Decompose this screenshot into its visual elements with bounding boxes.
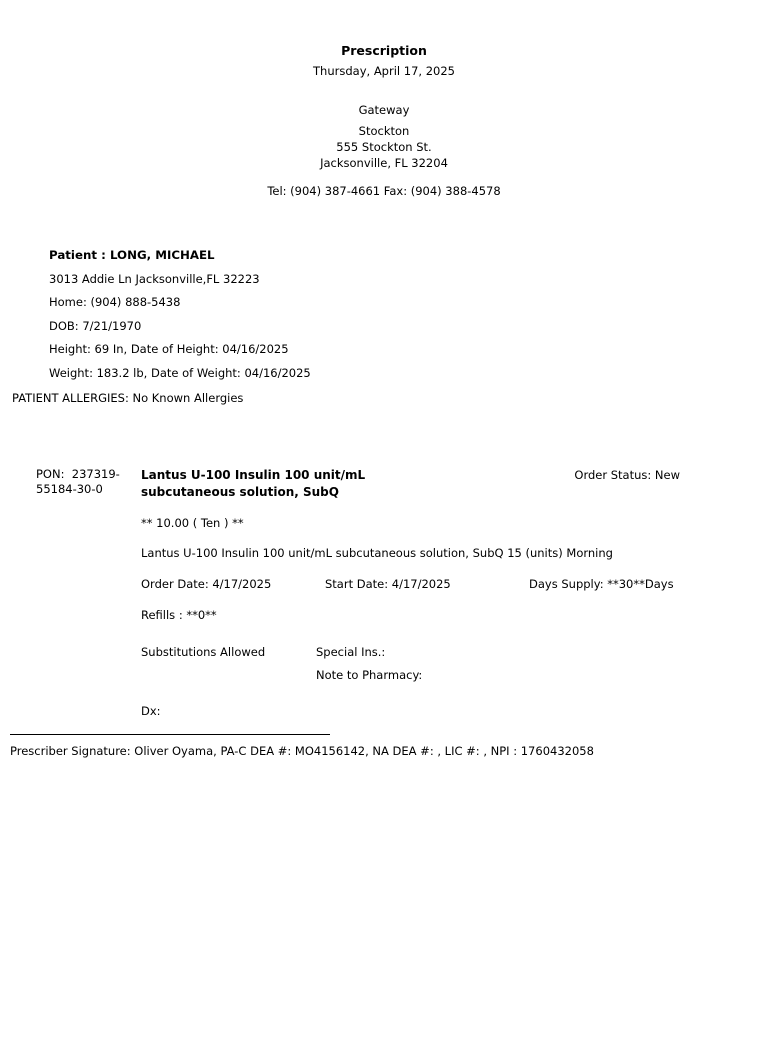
patient-info <box>0 250 768 379</box>
diagnosis: Dx: <box>141 703 161 718</box>
pon-block <box>36 467 136 497</box>
clinic-org-name: Gateway <box>358 103 410 117</box>
clinic-address-line-1: 555 Stockton St. <box>336 140 432 155</box>
prescription-document <box>0 43 768 1051</box>
quantity: ** 10.00 ( Ten ) ** <box>141 515 244 530</box>
prescriber-signature-info: Prescriber Signature: Oliver Oyama, PA-C DEA #: MO4156142, NA DEA #: , LIC #: , NPI : 1760432058 <box>10 743 594 758</box>
rx-main-column <box>141 467 688 717</box>
substitutions-row <box>141 645 688 659</box>
clinic-site-name: Stockton <box>358 123 410 138</box>
pon-label: PON: 237319- <box>36 467 120 482</box>
clinic-contact: Tel: (904) 387-4661 Fax: (904) 388-4578 <box>267 184 501 199</box>
prescription-details <box>0 467 768 717</box>
document-date: Thursday, April 17, 2025 <box>313 64 455 78</box>
patient-height: Height: 69 In, Date of Height: 04/16/2025 <box>49 342 289 357</box>
patient-name: Patient : LONG, MICHAEL <box>49 248 215 263</box>
signature-line <box>10 734 330 735</box>
clinic-info <box>0 103 768 171</box>
dates-row <box>141 577 688 591</box>
substitutions: Substitutions Allowed <box>141 644 266 659</box>
patient-dob: DOB: 7/21/1970 <box>49 318 142 333</box>
refills: Refills : **0** <box>141 607 217 622</box>
start-date: Start Date: 4/17/2025 <box>325 576 451 591</box>
patient-allergies: PATIENT ALLERGIES: No Known Allergies <box>12 391 244 406</box>
sig-instructions: Lantus U-100 Insulin 100 unit/mL subcutaneous solution, SubQ 15 (units) Morning <box>141 545 613 560</box>
order-status: Order Status: New <box>574 468 680 483</box>
order-date: Order Date: 4/17/2025 <box>141 576 272 591</box>
patient-home-phone: Home: (904) 888-5438 <box>49 295 181 310</box>
special-instructions: Special Ins.: <box>316 644 386 659</box>
patient-address: 3013 Addie Ln Jacksonville,FL 32223 <box>49 271 260 286</box>
page-title: Prescription <box>341 43 427 58</box>
pon-value: 55184-30-0 <box>36 482 103 497</box>
clinic-address-line-2: Jacksonville, FL 32204 <box>320 155 448 170</box>
note-to-pharmacy: Note to Pharmacy: <box>316 667 423 682</box>
patient-weight: Weight: 183.2 lb, Date of Weight: 04/16/2025 <box>49 365 311 380</box>
days-supply: Days Supply: **30**Days <box>529 576 674 591</box>
drug-name: Lantus U-100 Insulin 100 unit/mL subcutaneous solution, SubQ <box>141 468 366 499</box>
